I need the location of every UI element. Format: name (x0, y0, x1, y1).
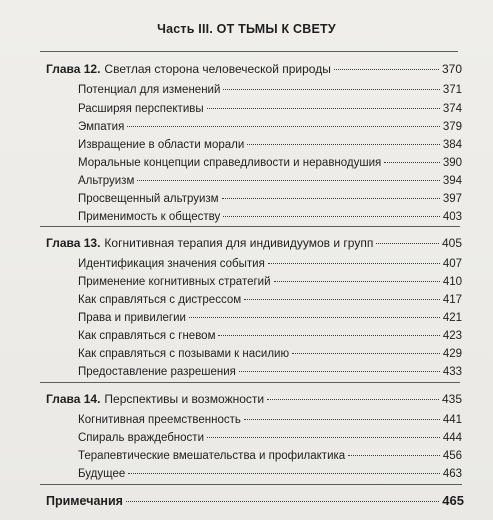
entry-title: Просвещенный альтруизм (78, 193, 219, 205)
leader-dots (244, 299, 440, 300)
page-number: 374 (442, 103, 462, 115)
entry-title: Как справляться с дистрессом (78, 294, 242, 306)
page-number: 394 (442, 175, 462, 187)
leader-dots (189, 317, 440, 318)
toc-entry[interactable] (78, 414, 462, 426)
entry-title: Моральные концепции справедливости и неравнодушия (78, 157, 382, 169)
toc-entry[interactable] (78, 348, 462, 360)
chapter-title: Когнитивная терапия для индивидуумов и групп (104, 236, 374, 250)
leader-dots (334, 69, 439, 70)
toc-entry[interactable] (78, 175, 462, 187)
toc-entry[interactable] (78, 450, 462, 462)
leader-dots (223, 216, 440, 217)
toc-entry[interactable] (78, 294, 462, 306)
page-number: 465 (442, 493, 464, 508)
page-number: 403 (442, 211, 462, 223)
leader-dots (128, 473, 440, 474)
toc-entry[interactable] (78, 276, 462, 288)
toc-entry[interactable] (78, 193, 462, 205)
page-number: 423 (442, 330, 462, 342)
leader-dots (244, 419, 440, 420)
chapter-label: Глава 12. (46, 62, 101, 76)
toc-entry[interactable] (78, 468, 462, 480)
leader-dots (239, 371, 440, 372)
toc-entry[interactable] (78, 432, 462, 444)
part-title: Часть III. ОТ ТЬМЫ К СВЕТУ (157, 22, 336, 36)
chapter-label: Глава 14. (46, 392, 101, 406)
page-number: 370 (441, 62, 462, 76)
divider (40, 484, 462, 485)
leader-dots (218, 335, 439, 336)
leader-dots (222, 198, 440, 199)
page-number: 371 (442, 84, 462, 96)
entry-title: Расширяя перспективы (78, 103, 204, 115)
toc-entry[interactable] (78, 121, 462, 133)
entry-title: Как справляться с позывами к насилию (78, 348, 290, 360)
divider (40, 51, 458, 52)
page-number: 417 (442, 294, 462, 306)
entry-title: Терапевтические вмешательства и профилактика (78, 450, 346, 462)
leader-dots (223, 89, 439, 90)
divider (40, 382, 460, 383)
leader-dots (207, 437, 440, 438)
leader-dots (384, 162, 440, 163)
page-number: 407 (442, 258, 462, 270)
leader-dots (348, 455, 440, 456)
entry-title: Альтруизм (78, 175, 135, 187)
entry-title: Эмпатия (78, 121, 125, 133)
page-number: 390 (442, 157, 462, 169)
leader-dots (247, 144, 440, 145)
page-number: 421 (442, 312, 462, 324)
chapter-label: Глава 13. (46, 236, 101, 250)
page-number: 384 (442, 139, 462, 151)
leader-dots (376, 243, 439, 244)
page-number: 429 (442, 348, 462, 360)
leader-dots (207, 108, 440, 109)
toc-entry[interactable] (78, 103, 462, 115)
chapter-title: Перспективы и возможности (104, 392, 265, 406)
entry-title: Спираль враждебности (78, 432, 204, 444)
toc-entry[interactable] (78, 312, 462, 324)
page-number: 456 (442, 450, 462, 462)
divider (40, 226, 460, 227)
toc-chapter-14[interactable] (46, 392, 462, 406)
entry-title: Идентификация значения события (78, 258, 265, 270)
page-number: 410 (442, 276, 462, 288)
page-number: 435 (441, 392, 462, 406)
page-number: 379 (442, 121, 462, 133)
toc-notes[interactable] (46, 493, 464, 508)
toc-entry[interactable] (78, 84, 462, 96)
entry-title: Применение когнитивных стратегий (78, 276, 271, 288)
entry-title: Предоставление разрешения (78, 366, 236, 378)
leader-dots (274, 281, 440, 282)
page-number: 405 (441, 236, 462, 250)
entry-title: Извращение в области морали (78, 139, 245, 151)
toc-chapter-13[interactable] (46, 236, 462, 250)
entry-title: Когнитивная преемственность (78, 414, 241, 426)
toc-entry[interactable] (78, 330, 462, 342)
chapter-title: Светлая сторона человеческой природы (104, 62, 331, 76)
entry-title: Как справляться с гневом (78, 330, 216, 342)
entry-title: Будущее (78, 468, 126, 480)
leader-dots (268, 263, 440, 264)
toc-entry[interactable] (78, 139, 462, 151)
leader-dots (267, 399, 439, 400)
entry-title: Права и привилегии (78, 312, 186, 324)
leader-dots (137, 180, 439, 181)
page-number: 463 (442, 468, 462, 480)
toc-entry[interactable] (78, 211, 462, 223)
notes-title: Примечания (46, 494, 123, 508)
toc-chapter-12[interactable] (46, 62, 462, 76)
page-number: 433 (442, 366, 462, 378)
entry-title: Применимость к обществу (78, 211, 221, 223)
page-number: 441 (442, 414, 462, 426)
toc-entry[interactable] (78, 366, 462, 378)
toc-entry[interactable] (78, 157, 462, 169)
entry-title: Потенциал для изменений (78, 84, 221, 96)
leader-dots (126, 501, 439, 502)
leader-dots (292, 353, 440, 354)
page-number: 444 (442, 432, 462, 444)
toc-entry[interactable] (78, 258, 462, 270)
leader-dots (127, 126, 439, 127)
page-number: 397 (442, 193, 462, 205)
